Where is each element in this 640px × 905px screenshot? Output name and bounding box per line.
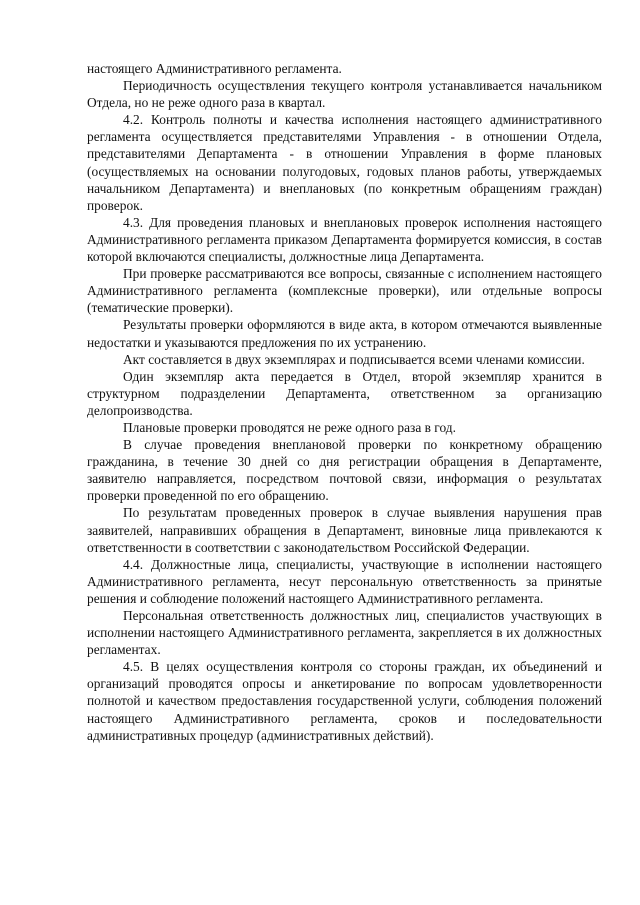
paragraph: Периодичность осуществления текущего контроля устанавливается начальником Отдела, но не реже одного раза в квартал. [87,78,602,111]
paragraph: настоящего Административного регламента. [87,61,342,76]
paragraph: Результаты проверки оформляются в виде акта, в котором отмечаются выявленные недостатки и указываются предложения по их устранению. [87,317,602,350]
paragraph: В случае проведения внеплановой проверки по конкретному обращению гражданина, в течение 30 дней со дня регистрации обращения в Департаменте, заявителю направляется, посредством почтовой связи, информация о результатах проверки проведенной по его обращению. [87,437,602,504]
paragraph: Один экземпляр акта передается в Отдел, второй экземпляр хранится в структурном подразделении Департамента, ответственном за организацию делопроизводства. [87,368,602,418]
paragraph: 4.4. Должностные лица, специалисты, участвующие в исполнении настоящего Административного регламента, несут персональную ответственность за принятые решения и соблюдение положений настоящего Административного регламента. [87,556,602,606]
paragraph: Персональная ответственность должностных лиц, специалистов участвующих в исполнении настоящего Административного регламента, закрепляется в их должностных регламентах. [87,608,602,658]
paragraph: Акт составляется в двух экземплярах и подписывается всеми членами комиссии. [123,351,585,367]
paragraph: 4.5. В целях осуществления контроля со стороны граждан, их объединений и организаций проводятся опросы и анкетирование по вопросам удовлетворенности полнотой и качеством предоставления государственной услуги, соблюдения положений настоящего Административного регламента, сроков и последовательности административных процедур (административных действий). [87,659,602,743]
paragraph: 4.3. Для проведения плановых и внеплановых проверок исполнения настоящего Административного регламента приказом Департамента формируется комиссия, в состав которой включаются специалисты, должностные лица Департамента. [87,214,602,265]
document-body [87,60,602,744]
paragraph: Плановые проверки проводятся не реже одного раза в год. [123,419,456,435]
paragraph: 4.2. Контроль полноты и качества исполнения настоящего административного регламента осуществляется представителями Управления - в отношении Отдела, представителями Департамента - в отношении Управления в форме плановых (осуществляемых на основании полугодовых, годовых планов работы, утверждаемых начальником Департамента) и внеплановых (по конкретным обращениям граждан) проверок. [87,112,602,213]
paragraph: При проверке рассматриваются все вопросы, связанные с исполнением настоящего Административного регламента (комплексные проверки), или отдельные вопросы (тематические проверки). [87,266,602,316]
paragraph: По результатам проведенных проверок в случае выявления нарушения прав заявителей, направивших обращения в Департамент, виновные лица привлекаются к ответственности в соответствии с законодательством Российской Федерации. [87,505,602,555]
